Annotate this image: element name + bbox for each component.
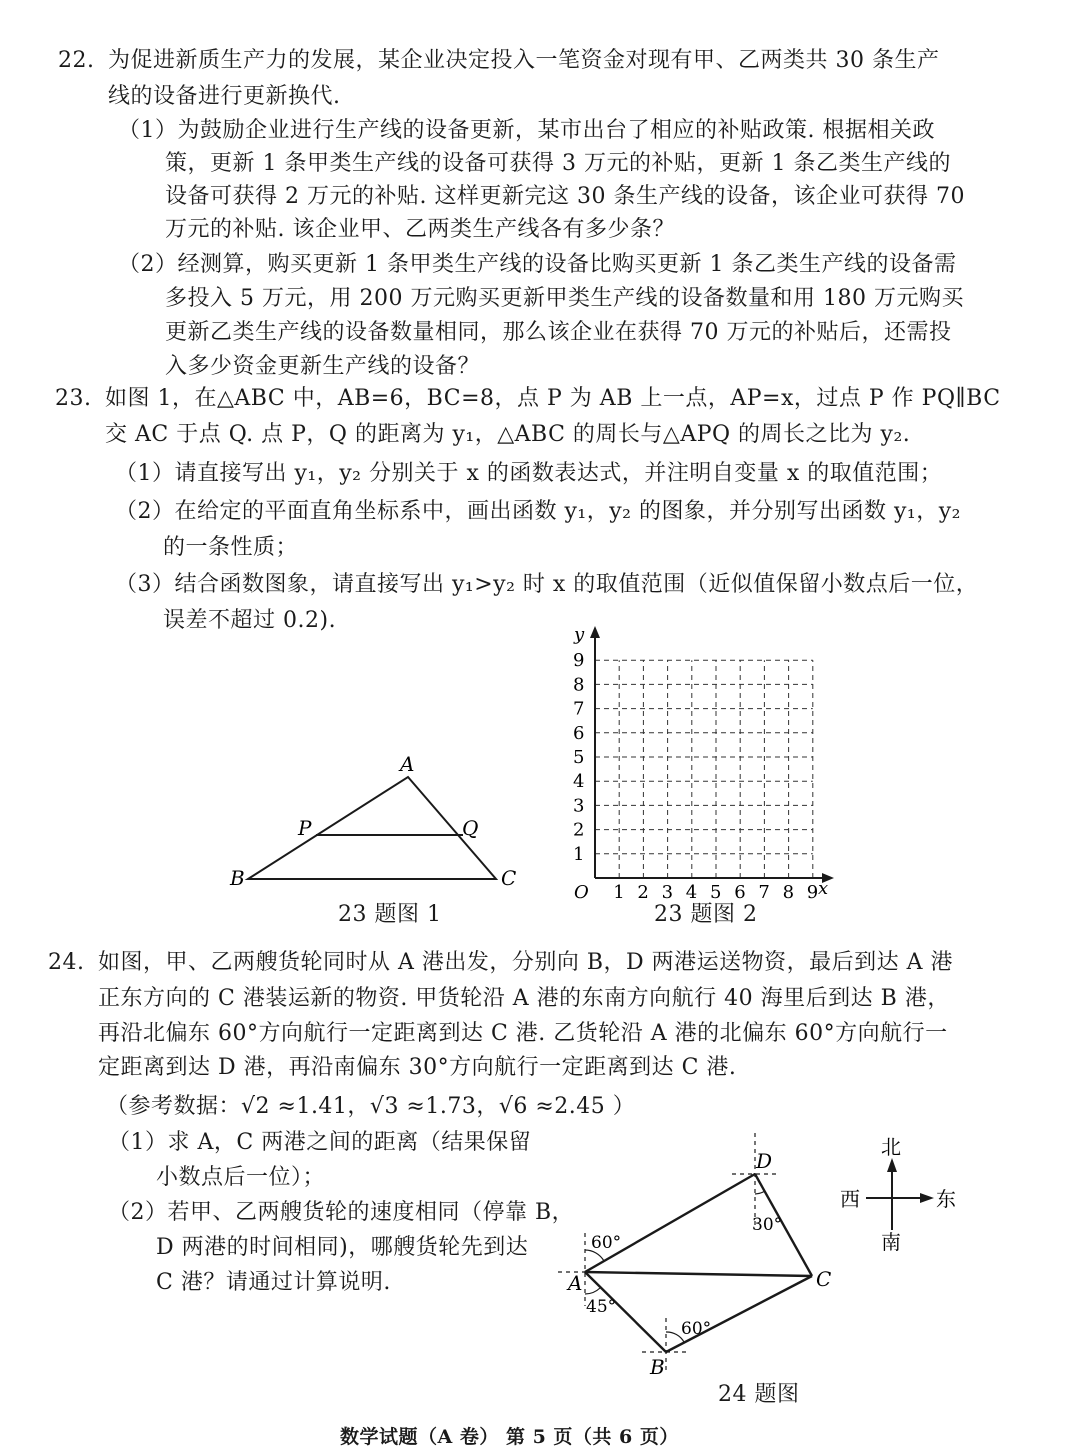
q24-figure-caption: 24 题图 [718,1382,800,1407]
triangle-abc [248,777,496,879]
q22-line: 线的设备进行更新换代. [108,84,341,109]
x-tick-label: 7 [758,882,770,902]
y-tick-label: 7 [573,698,585,720]
compass-west: 西 [840,1187,860,1211]
y-tick-label: 6 [573,722,585,744]
compass-east: 东 [936,1187,956,1211]
q24-reference-data: （参考数据：√2 ≈1.41，√3 ≈1.73，√6 ≈2.45 ） [106,1094,636,1119]
q24-line: 如图，甲、乙两艘货轮同时从 A 港出发，分别向 B，D 两港运送物资，最后到达 A 港 [98,950,954,975]
label-q: Q [462,816,479,840]
q23-line: 误差不超过 0.2). [163,608,337,633]
y-tick-label: 8 [573,674,585,696]
q23-line: （1）请直接写出 y₁，y₂ 分别关于 x 的函数表达式，并注明自变量 x 的取值范围； [115,461,943,486]
compass [832,1132,957,1257]
dashed-grid [595,660,813,878]
x-tick-label: 1 [613,882,625,902]
label-b: B [650,1355,665,1379]
q24-part: （1）求 A，C 两港之间的距离（结果保留 [108,1130,532,1155]
east-arrow-icon [920,1193,934,1203]
y-tick-label: 1 [573,843,585,865]
origin-label: O [574,882,589,902]
y-axis-label: y [574,624,585,645]
label-p: P [298,816,312,840]
q23-line: （3）结合函数图象，请直接写出 y₁>y₂ 时 x 的取值范围（近似值保留小数点后一位， [115,572,979,597]
q23-number: 23. [55,386,92,411]
label-c: C [816,1267,832,1291]
q22-line: 设备可获得 2 万元的补贴. 这样更新完这 30 条生产线的设备，该企业可获得 70 [165,184,965,209]
q23-fig1-caption: 23 题图 1 [338,902,442,927]
x-tick-label: 8 [782,882,795,902]
q23-line: 如图 1，在△ABC 中，AB=6，BC=8，点 P 为 AB 上一点，AP=x，过点 P 作 PQ∥BC [105,386,1001,411]
q24-line: 定距离到达 D 港，再沿南偏东 30°方向航行一定距离到达 C 港. [98,1055,737,1080]
label-a: A [568,1271,583,1295]
bearing-guides [558,1133,778,1373]
y-tick-label: 2 [573,819,585,841]
angle-d: 30° [752,1215,783,1235]
q23-figure-2-grid [560,622,845,902]
page-footer: 数学试题（A 卷） 第 5 页（共 6 页） [340,1426,679,1448]
q23-fig2-caption: 23 题图 2 [654,902,758,927]
q24-line: 正东方向的 C 港装运新的物资. 甲货轮沿 A 港的东南方向航行 40 海里后到达 B 港， [98,986,950,1011]
label-b: B [230,866,245,890]
q23-line: 的一条性质； [163,535,299,560]
q22-line: 更新乙类生产线的设备数量相同，那么该企业在获得 70 万元的补贴后，还需投 [165,320,952,345]
q22-line: 入多少资金更新生产线的设备？ [165,354,481,379]
q22-number: 22. [58,48,95,73]
q23-line: 交 AC 于点 Q. 点 P，Q 的距离为 y₁，△ABC 的周长与△APQ 的周长之比为 y₂. [105,422,911,447]
y-tick-label: 9 [573,650,585,672]
q22-line: 万元的补贴. 该企业甲、乙两类生产线各有多少条？ [165,217,675,242]
q23-figure-1-triangle [220,745,530,895]
q22-line: （2）经测算，购买更新 1 条甲类生产线的设备比购买更新 1 条乙类生产线的设备需 [118,252,957,277]
angle-b: 60° [681,1319,712,1339]
x-tick-label: 2 [637,882,649,902]
label-d: D [756,1149,773,1173]
q24-number: 24. [48,950,85,975]
y-axis-arrow-icon [590,626,600,638]
q24-line: 再沿北偏东 60°方向航行一定距离到达 C 港. 乙货轮沿 A 港的北偏东 60°方向航行一 [98,1021,948,1046]
y-tick-label: 3 [573,795,585,817]
compass-south: 南 [881,1230,901,1254]
q22-line: 多投入 5 万元，用 200 万元购买更新甲类生产线的设备数量和用 180 万元购买 [165,286,964,311]
q22-line: 为促进新质生产力的发展，某企业决定投入一笔资金对现有甲、乙两类共 30 条生产 [108,48,940,73]
q24-part: 小数点后一位）； [156,1165,326,1190]
angle-arcs [585,1191,765,1342]
label-a: A [400,752,415,776]
q22-line: （1）为鼓励企业进行生产线的设备更新，某市出台了相应的补贴政策. 根据相关政 [118,118,935,143]
q24-figure [550,1128,850,1380]
q24-part: D 两港的时间相同)，哪艘货轮先到达 [156,1235,529,1260]
label-c: C [501,866,517,890]
north-arrow-icon [887,1158,897,1172]
x-tick-label: 6 [734,882,746,902]
q23-line: （2）在给定的平面直角坐标系中，画出函数 y₁，y₂ 的图象，并分别写出函数 y₁，y₂ [115,499,961,524]
y-tick-label: 4 [573,771,585,793]
y-tick-label: 5 [573,747,585,768]
x-tick-label: 9 [806,882,819,902]
x-tick-label: 4 [685,882,698,902]
angle-a-south: 45° [586,1297,617,1317]
x-axis-label: x [818,878,829,899]
x-tick-label: 3 [661,882,674,902]
angle-a-north: 60° [591,1233,622,1253]
q24-part: C 港？请通过计算说明. [156,1270,391,1295]
x-tick-label: 5 [710,882,722,902]
q24-part: （2）若甲、乙两艘货轮的速度相同（停靠 B， [108,1200,575,1225]
q22-line: 策，更新 1 条甲类生产线的设备可获得 3 万元的补贴，更新 1 条乙类生产线的 [165,151,951,176]
compass-north: 北 [881,1135,901,1159]
